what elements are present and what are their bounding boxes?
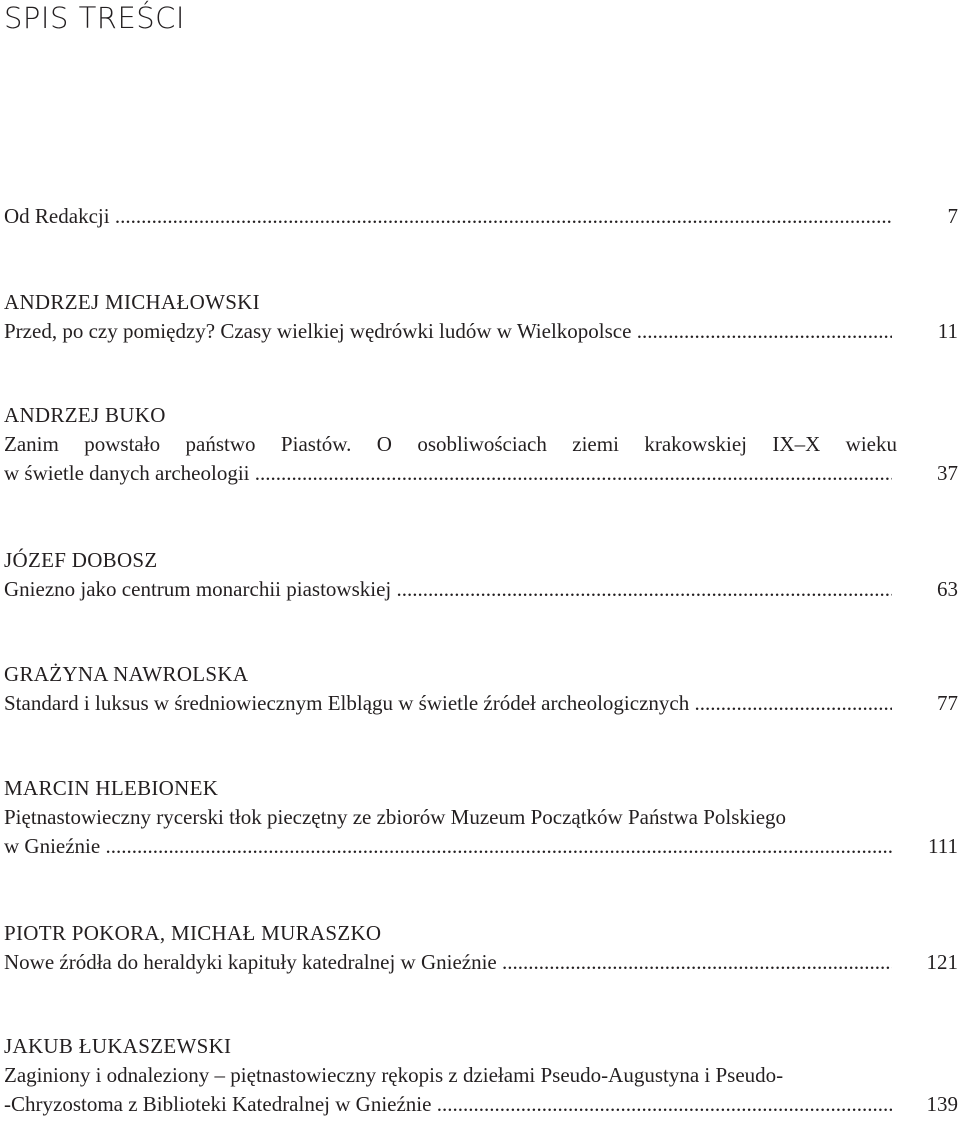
toc-author: JÓZEF DOBOSZ <box>4 548 158 572</box>
toc-author: ANDRZEJ BUKO <box>4 403 166 427</box>
toc-page-number: 63 <box>927 575 958 604</box>
toc-entry-title-line <box>4 689 960 718</box>
toc-entry-title-line: Zanim powstało państwo Piastów. O osobliwościach ziemi krakowskiej IX–X wieku <box>4 432 897 456</box>
toc-entry-title: -Chryzostoma z Biblioteki Katedralnej w Gnieźnie ..... <box>4 1090 892 1119</box>
toc-author: JAKUB ŁUKASZEWSKI <box>4 1034 232 1058</box>
toc-page-number: 77 <box>927 689 958 718</box>
page-title: SPIS TREŚCI <box>4 1 185 35</box>
toc-page-number: 7 <box>938 202 959 231</box>
toc-entry[interactable] <box>4 288 960 346</box>
toc-author: GRAŻYNA NAWROLSKA <box>4 662 249 686</box>
toc-entry-title: Gniezno jako centrum monarchii piastowskiej ..... <box>4 575 892 604</box>
toc-author: MARCIN HLEBIONEK <box>4 776 219 800</box>
toc-author: ANDRZEJ MICHAŁOWSKI <box>4 290 260 314</box>
toc-entry-title-line <box>4 1090 960 1119</box>
toc-entry-title: Od Redakcji ..... <box>4 202 892 231</box>
toc-entry[interactable] <box>4 774 960 861</box>
toc-entry-title-line <box>4 202 960 231</box>
toc-author: PIOTR POKORA, MICHAŁ MURASZKO <box>4 921 382 945</box>
toc-page-number: 111 <box>918 832 958 861</box>
toc-page-number: 139 <box>917 1090 959 1119</box>
toc-page-number: 121 <box>917 948 959 977</box>
toc-entry-title: Przed, po czy pomiędzy? Czasy wielkiej wędrówki ludów w Wielkopolsce ..... <box>4 317 892 346</box>
toc-entry-title-line <box>4 317 960 346</box>
toc-entry-title: w Gnieźnie ..... <box>4 832 892 861</box>
toc-page-number: 11 <box>928 317 958 346</box>
toc-entry[interactable] <box>4 919 960 977</box>
toc-entry-title-line: Zaginiony i odnaleziony – piętnastowieczny rękopis z dziełami Pseudo-Augustyna i Pseudo- <box>4 1063 784 1087</box>
toc-page-number: 37 <box>927 459 958 488</box>
toc-entry[interactable] <box>4 660 960 718</box>
toc-entry[interactable] <box>4 1032 960 1119</box>
toc-entry-title: Nowe źródła do heraldyki kapituły katedralnej w Gnieźnie ..... <box>4 948 892 977</box>
toc-entry[interactable] <box>4 546 960 604</box>
toc-entry[interactable] <box>4 202 960 231</box>
toc-entry-title: Standard i luksus w średniowiecznym Elblągu w świetle źródeł archeologicznych ..... <box>4 689 892 718</box>
toc-entry-title: w świetle danych archeologii ..... <box>4 459 892 488</box>
toc-entry-title-line <box>4 948 960 977</box>
toc-entry-title-line <box>4 459 960 488</box>
toc-entry-title-line <box>4 832 960 861</box>
toc-entry[interactable] <box>4 401 960 488</box>
toc-entry-title-line: Piętnastowieczny rycerski tłok pieczętny ze zbiorów Muzeum Początków Państwa Polskiego <box>4 805 787 829</box>
toc-entry-title-line <box>4 575 960 604</box>
